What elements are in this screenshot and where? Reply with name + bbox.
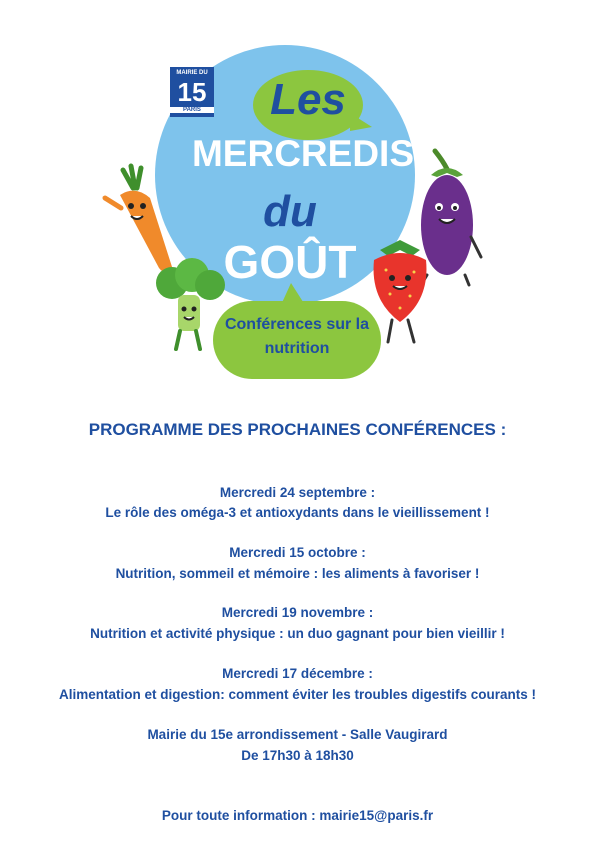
badge-bottom-text: PARIS <box>170 107 214 113</box>
event-topic: Alimentation et digestion: comment éviter les troubles digestifs courants ! <box>58 687 537 702</box>
hours-text: De 17h30 à 18h30 <box>241 748 354 763</box>
event-date: Mercredi 17 décembre : <box>222 666 373 681</box>
event-topic: Nutrition et activité physique : un duo gagnant pour bien vieillir ! <box>90 626 505 641</box>
logo-mercredis: MERCREDIS <box>191 133 415 174</box>
logo-les: Les <box>270 75 346 124</box>
badge-number: 15 <box>177 77 207 107</box>
badge-top-text: MAIRIE DU <box>176 70 208 76</box>
program-heading: PROGRAMME DES PROCHAINES CONFÉRENCES : <box>88 420 507 439</box>
logo-conferences: Conférences sur la nutrition <box>224 316 370 357</box>
broccoli-icon <box>150 257 230 357</box>
event-date: Mercredi 24 septembre : <box>219 485 376 500</box>
event-logo <box>95 35 495 385</box>
logo-gout: GOÛT <box>223 236 357 288</box>
contact-text: Pour toute information : mairie15@paris.fr <box>161 808 434 823</box>
event-date: Mercredi 15 octobre : <box>229 545 366 560</box>
strawberry-icon <box>360 230 440 350</box>
mairie-badge <box>170 67 214 117</box>
event-topic: Le rôle des oméga-3 et antioxydants dans le vieillissement ! <box>105 505 490 520</box>
logo-du: du <box>263 187 317 236</box>
venue-text: Mairie du 15e arrondissement - Salle Vaugirard <box>147 727 448 742</box>
event-topic: Nutrition, sommeil et mémoire : les aliments à favoriser ! <box>115 566 480 581</box>
event-date: Mercredi 19 novembre : <box>221 605 374 620</box>
